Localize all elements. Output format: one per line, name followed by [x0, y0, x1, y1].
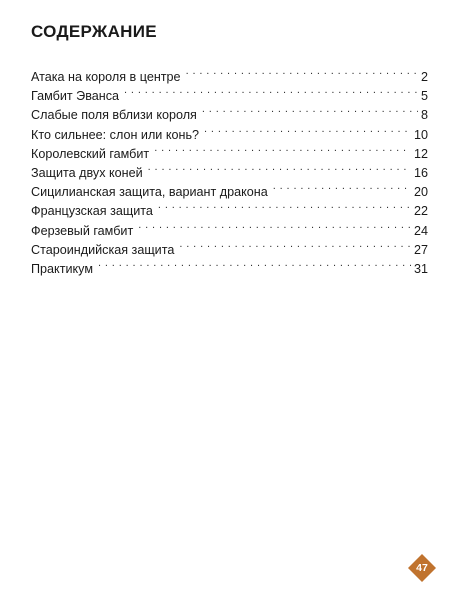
dot-leader	[154, 139, 411, 158]
dot-leader	[273, 177, 411, 196]
dot-leader	[158, 196, 411, 215]
dot-leader	[202, 100, 418, 119]
dot-leader	[98, 254, 411, 273]
toc-entry-title: Староиндийская защита	[31, 242, 175, 257]
dot-leader	[138, 216, 411, 235]
toc-entry-page: 20	[413, 185, 428, 200]
toc-entry-title: Гамбит Эванса	[31, 89, 120, 104]
page-number-badge	[407, 553, 437, 583]
toc-entry-page: 22	[413, 204, 428, 219]
table-of-contents	[31, 62, 428, 276]
toc-entry-title: Кто сильнее: слон или конь?	[31, 127, 200, 142]
toc-entry-page: 24	[413, 223, 428, 238]
toc-entry-title: Защита двух коней	[31, 165, 143, 180]
dot-leader	[186, 62, 418, 81]
toc-entry-title: Практикум	[31, 261, 93, 276]
dot-leader	[179, 235, 411, 254]
toc-entry-title: Слабые поля вблизи короля	[31, 108, 197, 123]
toc-entry-title: Королевский гамбит	[31, 146, 150, 161]
toc-entry-page: 8	[420, 108, 428, 123]
toc-entry-page: 10	[413, 127, 428, 142]
page-number: 47	[416, 562, 428, 574]
dot-leader	[124, 81, 418, 100]
page-title: СОДЕРЖАНИЕ	[31, 22, 157, 41]
toc-entry-page: 16	[413, 165, 428, 180]
toc-entry-page: 27	[413, 242, 428, 257]
toc-entry-page: 5	[420, 89, 428, 104]
toc-entry-title: Французская защита	[31, 204, 153, 219]
toc-entry-page: 31	[413, 261, 428, 276]
toc-entry-page: 12	[413, 146, 428, 161]
dot-leader	[148, 158, 411, 177]
toc-entry-page: 2	[420, 70, 428, 84]
toc-entry-title: Ферзевый гамбит	[31, 223, 134, 238]
toc-entry-title: Атака на короля в центре	[31, 70, 181, 84]
toc-entry	[31, 62, 428, 84]
toc-entry-title: Сицилианская защита, вариант дракона	[31, 185, 268, 200]
dot-leader	[204, 120, 411, 139]
